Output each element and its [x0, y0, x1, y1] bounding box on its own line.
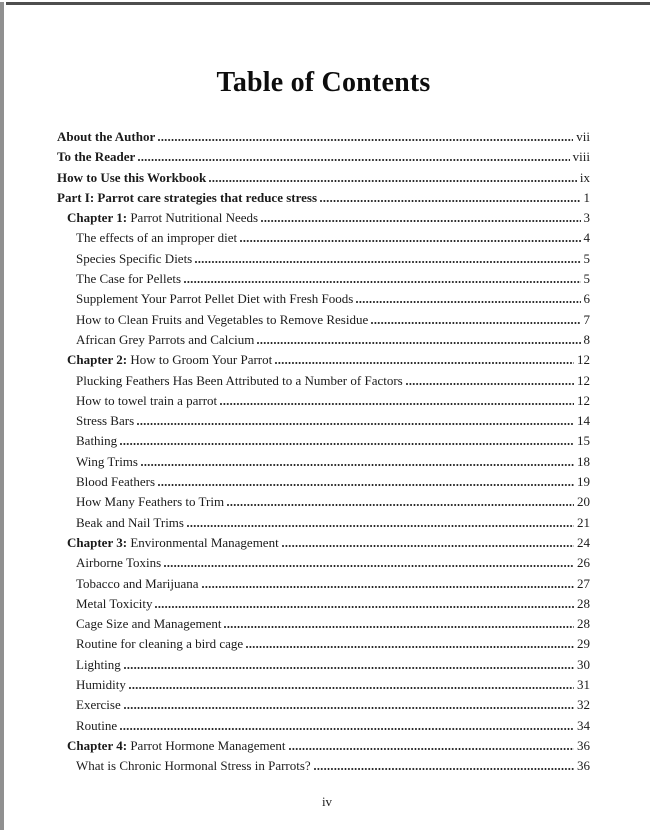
toc-leader-dots	[209, 180, 577, 182]
toc-entry-label: Supplement Your Parrot Pellet Diet with Fresh Foods	[76, 291, 354, 307]
toc-entry-label: Blood Feathers	[76, 474, 156, 490]
toc-entry[interactable]	[57, 492, 590, 512]
toc-entry-label: Metal Toxicity	[76, 595, 153, 611]
toc-leader-dots	[164, 565, 574, 567]
toc-leader-dots	[224, 626, 574, 628]
toc-leader-dots	[257, 342, 580, 344]
toc-leader-dots	[158, 139, 573, 141]
toc-entry[interactable]	[57, 411, 590, 431]
toc-entry[interactable]	[57, 330, 590, 350]
toc-leader-dots	[275, 362, 574, 364]
toc-leader-dots	[129, 687, 574, 689]
toc-entry[interactable]	[57, 472, 590, 492]
toc-entry[interactable]	[57, 553, 590, 573]
toc-entry-bold-label: Part I: Parrot care strategies that reduce stress	[57, 189, 318, 205]
toc-entry[interactable]	[57, 513, 590, 533]
toc-entry-bold-label: About the Author	[57, 129, 156, 144]
toc-page-number: 24	[577, 534, 590, 550]
toc-entry[interactable]	[57, 431, 590, 451]
toc-leader-dots	[220, 403, 574, 405]
toc-entry[interactable]	[57, 736, 590, 756]
toc-page-number: 5	[583, 271, 590, 287]
toc-entry-label: Bathing	[76, 433, 118, 449]
toc-entry[interactable]	[57, 249, 590, 269]
toc-page-number: 4	[583, 230, 590, 246]
page-title: Table of Contents	[216, 67, 431, 98]
toc-entry-bold-label: To the Reader	[57, 149, 136, 165]
toc-entry[interactable]	[57, 716, 590, 736]
toc-leader-dots	[155, 606, 574, 608]
toc-entry-label: African Grey Parrots and Calcium	[76, 331, 255, 347]
toc-entry-label: How to towel train a parrot	[76, 392, 218, 408]
toc-page-number: 12	[577, 392, 590, 408]
toc-page-number: 21	[577, 514, 590, 530]
toc-entry[interactable]	[57, 188, 590, 208]
toc-entry[interactable]	[57, 350, 590, 370]
toc-page-number: 30	[577, 656, 590, 672]
toc-leader-dots	[356, 301, 580, 303]
toc-leader-dots	[124, 707, 574, 709]
toc-entry[interactable]	[57, 147, 590, 167]
toc-page-number: 26	[577, 555, 590, 571]
toc-list	[57, 127, 590, 777]
toc-entry-label: Parrot Hormone Management	[127, 737, 286, 753]
toc-entry-label: Airborne Toxins	[76, 555, 162, 571]
toc-page-number: vii	[576, 129, 590, 144]
toc-entry-label: Cage Size and Management	[76, 616, 222, 632]
toc-page-number: 12	[577, 372, 590, 388]
toc-entry-bold-label: Chapter 4:	[67, 737, 128, 753]
toc-leader-dots	[124, 667, 574, 669]
toc-page-number: 12	[577, 352, 590, 368]
toc-leader-dots	[371, 322, 580, 324]
toc-entry[interactable]	[57, 594, 590, 614]
document-page	[4, 5, 650, 836]
toc-entry[interactable]	[57, 289, 590, 309]
toc-leader-dots	[137, 423, 574, 425]
toc-entry-label: Humidity	[76, 677, 126, 693]
toc-entry-bold-label: How to Use this Workbook	[57, 169, 207, 185]
toc-leader-dots	[240, 240, 580, 242]
toc-entry[interactable]	[57, 168, 590, 188]
toc-leader-dots	[261, 220, 580, 222]
toc-page-number: 27	[577, 575, 590, 591]
toc-entry-label: Exercise	[76, 697, 121, 713]
toc-leader-dots	[314, 768, 574, 770]
toc-leader-dots	[184, 281, 580, 283]
toc-page-number: 3	[583, 210, 590, 226]
toc-page-number: 14	[577, 413, 590, 429]
toc-entry-label: The effects of an improper diet	[76, 230, 238, 246]
toc-entry-bold-label: Chapter 2:	[67, 352, 128, 368]
toc-leader-dots	[120, 443, 574, 445]
footer-page-number: iv	[321, 794, 333, 809]
toc-entry[interactable]	[57, 371, 590, 391]
toc-page-number: 32	[577, 697, 590, 713]
toc-page-number: 28	[577, 595, 590, 611]
toc-entry-label: Tobacco and Marijuana	[76, 575, 199, 591]
toc-page-number: 15	[577, 433, 590, 449]
toc-entry[interactable]	[57, 269, 590, 289]
toc-entry-label: Routine	[76, 717, 118, 733]
toc-entry[interactable]	[57, 675, 590, 695]
toc-entry-bold-label: Chapter 1:	[67, 210, 128, 226]
toc-entry[interactable]	[57, 574, 590, 594]
toc-entry-label: What is Chronic Hormonal Stress in Parrots?	[76, 758, 311, 774]
toc-entry-label: Beak and Nail Trims	[76, 514, 184, 530]
toc-leader-dots	[202, 586, 574, 588]
toc-entry[interactable]	[57, 655, 590, 675]
toc-entry[interactable]	[57, 208, 590, 228]
toc-leader-dots	[158, 484, 574, 486]
toc-entry[interactable]	[57, 614, 590, 634]
toc-leader-dots	[195, 261, 580, 263]
toc-page-number: 29	[577, 636, 590, 652]
toc-page-number: 36	[577, 758, 590, 774]
toc-entry-bold-label: Chapter 3:	[67, 534, 128, 550]
toc-entry-label: Parrot Nutritional Needs	[127, 210, 259, 226]
toc-entry-label: Plucking Feathers Has Been Attributed to a Number of Factors	[76, 372, 403, 388]
toc-leader-dots	[282, 545, 574, 547]
toc-entry[interactable]	[57, 391, 590, 411]
toc-page-number: viii	[572, 149, 590, 165]
toc-entry-label: Wing Trims	[76, 453, 138, 469]
toc-entry[interactable]	[57, 452, 590, 472]
toc-entry[interactable]	[57, 533, 590, 553]
toc-entry-label: Lighting	[76, 656, 121, 672]
toc-leader-dots	[289, 748, 574, 750]
toc-leader-dots	[320, 200, 580, 202]
toc-page-number: 20	[577, 494, 590, 510]
toc-leader-dots	[141, 464, 574, 466]
toc-page-number: 18	[577, 453, 590, 469]
toc-page-number: 5	[583, 250, 590, 266]
toc-leader-dots	[246, 646, 574, 648]
toc-entry-label: How to Groom Your Parrot	[127, 352, 273, 368]
toc-page-number: 36	[577, 737, 590, 753]
toc-entry-label: How to Clean Fruits and Vegetables to Remove Residue	[76, 311, 369, 327]
toc-entry-label: The Case for Pellets	[76, 271, 182, 287]
toc-entry-label: Routine for cleaning a bird cage	[76, 636, 244, 652]
toc-leader-dots	[227, 504, 574, 506]
toc-entry[interactable]	[57, 756, 590, 776]
toc-page-number: 31	[577, 677, 590, 693]
toc-entry[interactable]	[57, 634, 590, 654]
toc-leader-dots	[138, 159, 569, 161]
toc-entry[interactable]	[57, 228, 590, 248]
toc-entry-label: Environmental Management	[127, 534, 279, 550]
toc-page-number: ix	[579, 169, 590, 185]
toc-entry-label: Stress Bars	[76, 413, 135, 429]
toc-entry[interactable]	[57, 695, 590, 715]
toc-entry-label: Species Specific Diets	[76, 250, 193, 266]
toc-page-number: 34	[577, 717, 590, 733]
toc-page-number: 7	[583, 311, 590, 327]
toc-leader-dots	[187, 525, 574, 527]
toc-page-number: 28	[577, 616, 590, 632]
toc-entry[interactable]	[57, 310, 590, 330]
toc-page-number: 1	[583, 189, 590, 205]
toc-leader-dots	[406, 383, 574, 385]
toc-entry-label: How Many Feathers to Trim	[76, 494, 225, 510]
toc-entry[interactable]	[57, 127, 590, 147]
toc-page-number: 6	[583, 291, 590, 307]
toc-page-number: 19	[577, 474, 590, 490]
toc-page-number: 8	[583, 331, 590, 347]
toc-leader-dots	[120, 728, 574, 730]
